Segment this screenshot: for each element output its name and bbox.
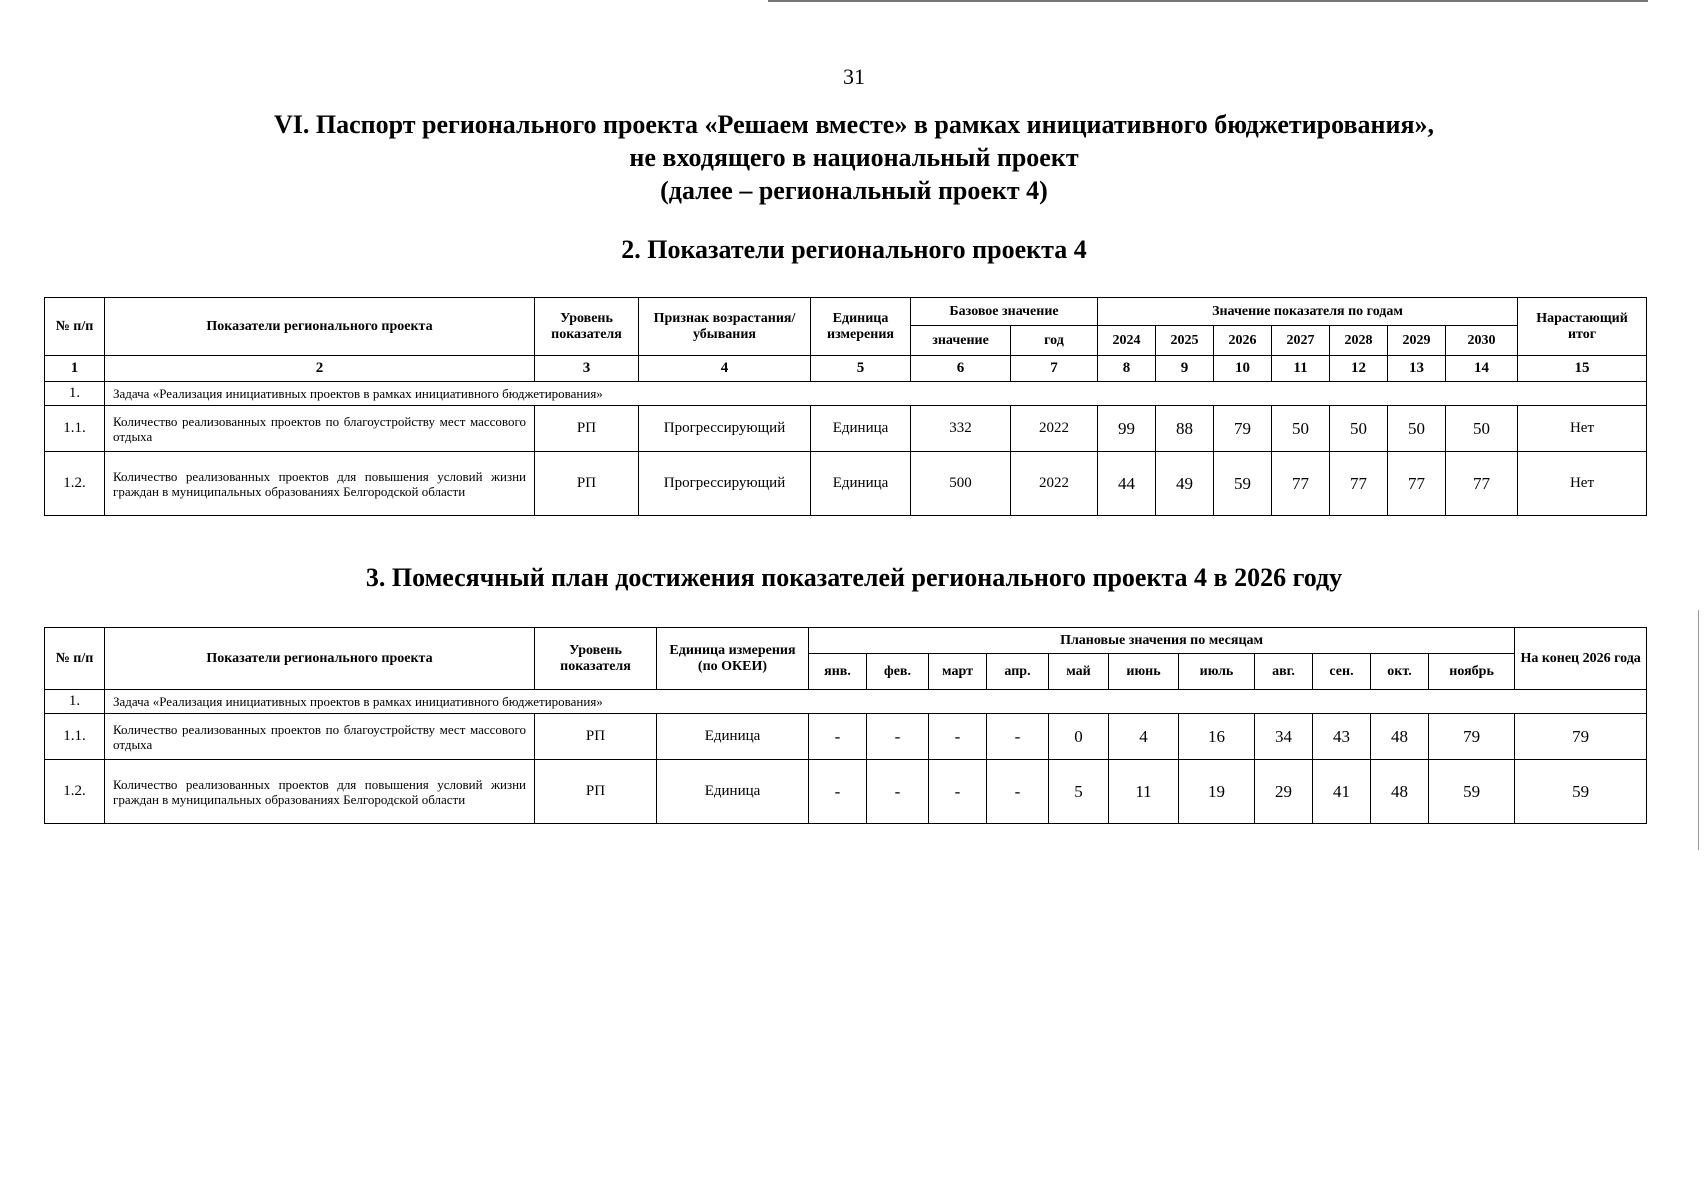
task-row [45,690,1647,714]
base-value: 332 [911,406,1011,452]
section-3-title: 3. Помесячный план достижения показателей регионального проекта 4 в 2026 году [365,563,1343,592]
document-title [0,108,1708,207]
month-value: 4 [1109,714,1179,760]
month-value: 0 [1049,714,1109,760]
col-number: 14 [1446,356,1518,382]
year-value: 50 [1330,406,1388,452]
header-month: апр. [987,654,1049,690]
month-value: 48 [1371,760,1429,824]
header-end-of-year: На конец 2026 года [1515,628,1647,690]
base-value: 500 [911,452,1011,516]
month-value: 11 [1109,760,1179,824]
header-month: май [1049,654,1109,690]
header-year: 2025 [1156,326,1214,356]
col-number: 7 [1011,356,1098,382]
col-number: 9 [1156,356,1214,382]
col-number: 1 [45,356,105,382]
col-number: 5 [811,356,911,382]
month-value: - [929,760,987,824]
row-num: 1.1. [45,714,105,760]
level: РП [535,406,639,452]
col-number: 6 [911,356,1011,382]
top-edge-rule [768,0,1648,2]
year-value: 50 [1388,406,1446,452]
sign: Прогрессирующий [639,452,811,516]
col-number: 3 [535,356,639,382]
table-row [45,760,1647,824]
year-value: 79 [1214,406,1272,452]
header-month: ноябрь [1429,654,1515,690]
unit: Единица [657,714,809,760]
indicator-name: Количество реализованных проектов по благоустройству мест массового отдыха [105,714,535,760]
col-number: 4 [639,356,811,382]
header-months-group: Плановые значения по месяцам [809,628,1515,654]
level: РП [535,714,657,760]
header-base-year: год [1011,326,1098,356]
section-2-title: 2. Показатели регионального проекта 4 [621,235,1087,264]
sign: Прогрессирующий [639,406,811,452]
task-num: 1. [45,690,105,714]
unit: Единица [657,760,809,824]
year-value: 77 [1388,452,1446,516]
month-value: 5 [1049,760,1109,824]
title-line-3: (далее – региональный проект 4) [660,176,1048,205]
table-row [45,406,1647,452]
year-value: 77 [1330,452,1388,516]
indicator-name: Количество реализованных проектов для повышения условий жизни граждан в муниципальных образованиях Белгородской области [105,452,535,516]
year-value: 88 [1156,406,1214,452]
header-indicator-name: Показатели регионального проекта [105,628,535,690]
month-value: 29 [1255,760,1313,824]
end-of-year-value: 59 [1515,760,1647,824]
table-row [45,714,1647,760]
month-value: - [987,714,1049,760]
header-month: июль [1179,654,1255,690]
header-sign: Признак возрастания/ убывания [639,298,811,356]
indicators-table [44,297,1647,516]
header-year: 2024 [1098,326,1156,356]
header-base-group: Базовое значение [911,298,1098,326]
year-value: 99 [1098,406,1156,452]
year-value: 50 [1446,406,1518,452]
page-number: 31 [843,64,865,89]
header-years-group: Значение показателя по годам [1098,298,1518,326]
row-num: 1.1. [45,406,105,452]
month-value: - [867,760,929,824]
header-level: Уровень показателя [535,298,639,356]
year-value: 59 [1214,452,1272,516]
header-year: 2026 [1214,326,1272,356]
header-month: сен. [1313,654,1371,690]
unit: Единица [811,452,911,516]
header-year: 2028 [1330,326,1388,356]
col-number: 15 [1518,356,1647,382]
task-row [45,382,1647,406]
header-month: март [929,654,987,690]
monthly-plan-table [44,627,1647,824]
year-value: 77 [1446,452,1518,516]
column-numbers-row [45,356,1647,382]
task-text: Задача «Реализация инициативных проектов в рамках инициативного бюджетирования» [105,690,1647,714]
indicator-name: Количество реализованных проектов по благоустройству мест массового отдыха [105,406,535,452]
level: РП [535,760,657,824]
header-month: фев. [867,654,929,690]
year-value: 77 [1272,452,1330,516]
cumulative: Нет [1518,452,1647,516]
month-value: 41 [1313,760,1371,824]
header-month: окт. [1371,654,1429,690]
month-value: 34 [1255,714,1313,760]
month-value: 43 [1313,714,1371,760]
title-line-2: не входящего в национальный проект [629,143,1079,172]
header-unit: Единица измерения (по ОКЕИ) [657,628,809,690]
header-num: № п/п [45,628,105,690]
month-value: - [987,760,1049,824]
month-value: - [809,760,867,824]
header-level: Уровень показателя [535,628,657,690]
indicator-name: Количество реализованных проектов для повышения условий жизни граждан в муниципальных образованиях Белгородской области [105,760,535,824]
header-month: янв. [809,654,867,690]
base-year: 2022 [1011,452,1098,516]
header-unit: Единица измерения [811,298,911,356]
base-year: 2022 [1011,406,1098,452]
end-of-year-value: 79 [1515,714,1647,760]
month-value: 19 [1179,760,1255,824]
header-cumulative: Нарастающий итог [1518,298,1647,356]
month-value: 48 [1371,714,1429,760]
task-text: Задача «Реализация инициативных проектов в рамках инициативного бюджетирования» [105,382,1647,406]
right-edge-rule [1698,610,1699,850]
row-num: 1.2. [45,452,105,516]
month-value: 59 [1429,760,1515,824]
year-value: 50 [1272,406,1330,452]
table-row [45,452,1647,516]
header-year: 2029 [1388,326,1446,356]
level: РП [535,452,639,516]
col-number: 8 [1098,356,1156,382]
header-year: 2030 [1446,326,1518,356]
col-number: 11 [1272,356,1330,382]
header-month: авг. [1255,654,1313,690]
col-number: 13 [1388,356,1446,382]
month-value: 79 [1429,714,1515,760]
month-value: - [809,714,867,760]
col-number: 2 [105,356,535,382]
month-value: 16 [1179,714,1255,760]
col-number: 12 [1330,356,1388,382]
cumulative: Нет [1518,406,1647,452]
header-month: июнь [1109,654,1179,690]
header-num: № п/п [45,298,105,356]
row-num: 1.2. [45,760,105,824]
month-value: - [929,714,987,760]
task-num: 1. [45,382,105,406]
header-indicator-name: Показатели регионального проекта [105,298,535,356]
year-value: 49 [1156,452,1214,516]
title-line-1: VI. Паспорт регионального проекта «Решаем вместе» в рамках инициативного бюджетирования», [273,110,1435,139]
month-value: - [867,714,929,760]
unit: Единица [811,406,911,452]
header-year: 2027 [1272,326,1330,356]
header-base-value: значение [911,326,1011,356]
col-number: 10 [1214,356,1272,382]
year-value: 44 [1098,452,1156,516]
